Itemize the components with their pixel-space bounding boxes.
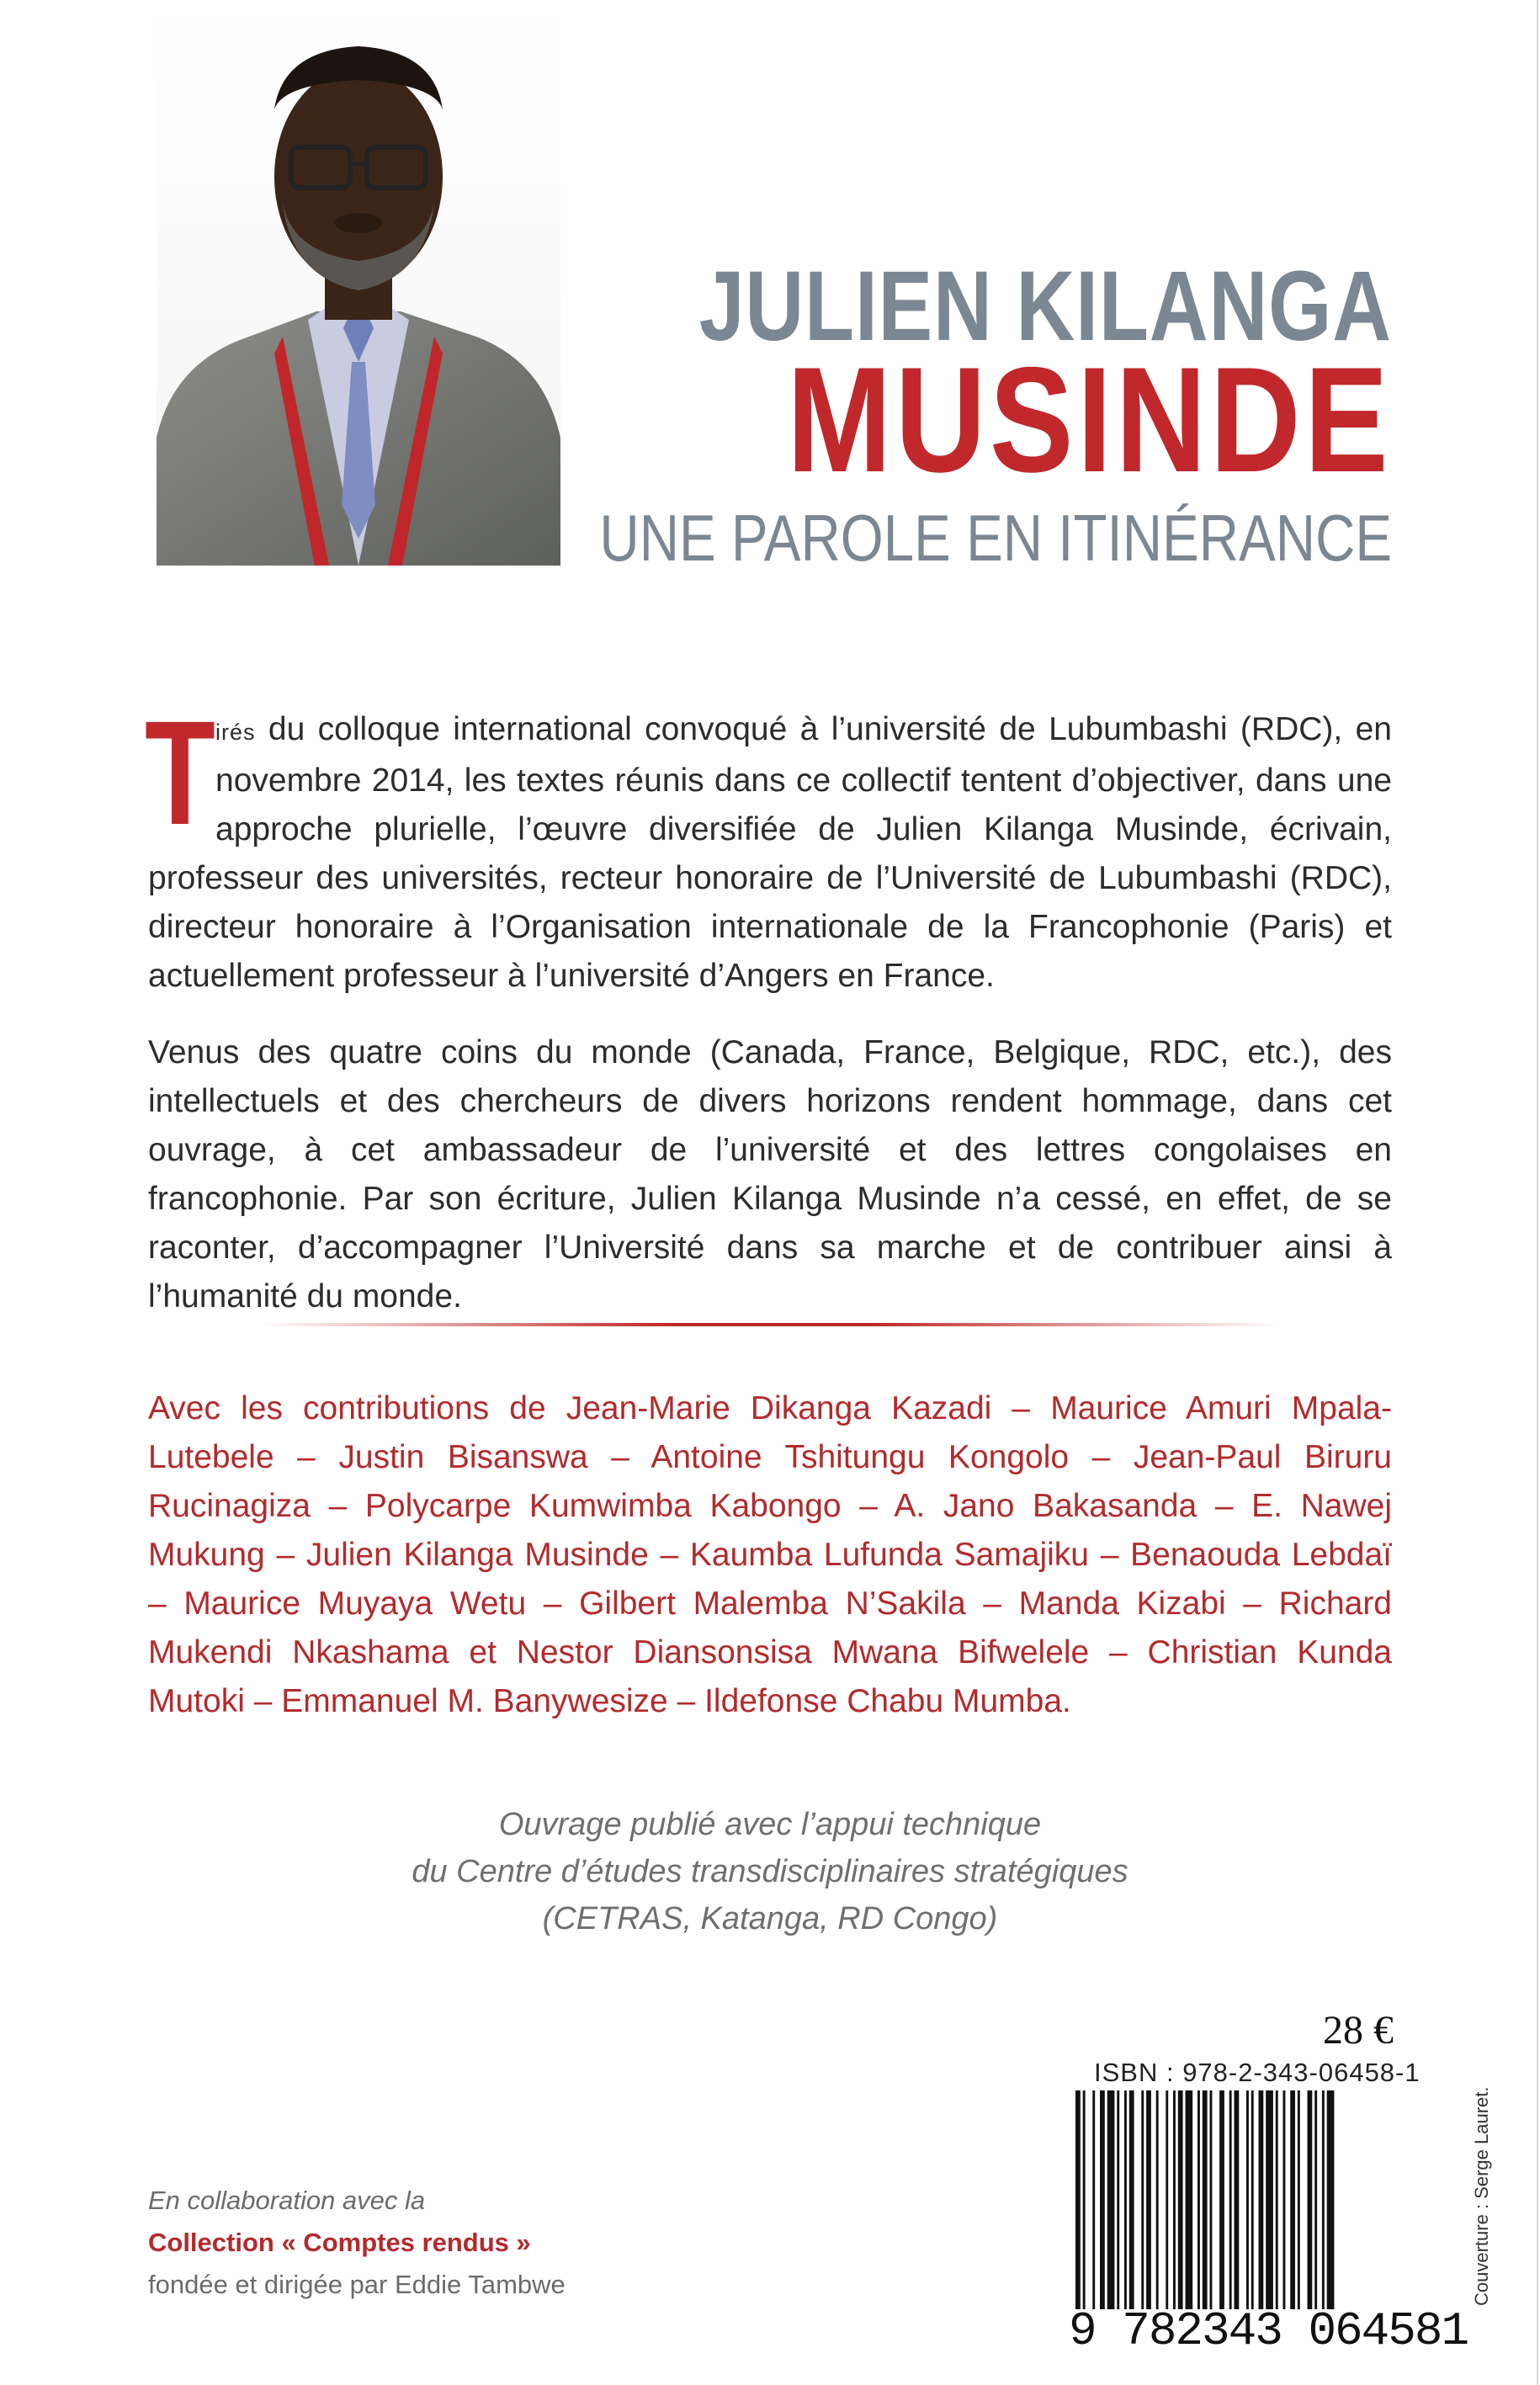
barcode-bar [1251, 2090, 1254, 2309]
book-subtitle: UNE PAROLE EN ITINÉRANCE [599, 501, 1392, 575]
barcode-bar [1327, 2090, 1335, 2309]
collaboration-block [148, 2180, 566, 2306]
barcode-bar [1308, 2090, 1313, 2309]
contributors-list: Avec les contributions de Jean-Marie Dikanga Kazadi – Maurice Amuri Mpala-Lutebele – Justin Bisanswa – Antoine Tshitungu Kongolo – Jean-Paul Biruru Rucinagiza – Polycarpe Kumwimba Kabongo – A. Jano Bakasanda – E. Nawej Mukung – Julien Kilanga Musinde – Kaumba Lufunda Samajiku – Benaouda Lebdaï – Maurice Muyaya Wetu – Gilbert Malemba N’Sakila – Manda Kizabi – Richard Mukendi Nkashama et Nestor Diansonsisa Mwana Bifwelele – Christian Kunda Mutoki – Emmanuel M. Banywesize – Ildefonse Chabu Mumba. [148, 1390, 1392, 1719]
small-caps-lead: irés [215, 720, 256, 745]
note-line-1: Ouvrage publié avec l’appui technique [498, 1807, 1042, 1842]
author-first-name: JULIEN KILANGA [698, 251, 1392, 362]
barcode-bar [1107, 2090, 1115, 2309]
barcode-bar [1259, 2090, 1264, 2309]
barcode-bar [1203, 2090, 1208, 2309]
barcode-bar [1117, 2090, 1119, 2309]
barcode-bar [1197, 2090, 1200, 2309]
summary-paragraph-2: Venus des quatre coins du monde (Canada, France, Belgique, RDC, etc.), des intellectuels et des chercheurs de divers horizons rendent hommage, dans cet ouvrage, à cet ambassadeur de l’université et des lettres congolaises en francophonie. Par son écriture, Julien Kilanga Musinde n’a cessé, en effet, de se raconter, d’accompagner l’Université dans sa marche et de contribuer ainsi à l’humanité du monde. [148, 1034, 1392, 1315]
drop-cap: T [145, 691, 215, 856]
barcode-bar [1100, 2090, 1105, 2309]
isbn-label: ISBN : 978-2-343-06458-1 [1094, 2058, 1421, 2087]
cover-credit: Couverture : Serge Lauret. [1471, 2086, 1492, 2306]
barcode-bar [1322, 2090, 1325, 2309]
barcode-bar [1129, 2090, 1134, 2309]
barcode-bar [1290, 2090, 1295, 2309]
collection-name: Collection « Comptes rendus » [148, 2228, 531, 2257]
barcode-bar [1298, 2090, 1300, 2309]
author-portrait [157, 0, 560, 566]
barcode-digits: 9 782343 064581 [1069, 2304, 1468, 2358]
section-divider [261, 1323, 1279, 1326]
summary-paragraph-1 [145, 691, 1392, 1001]
barcode-bar [1219, 2090, 1224, 2309]
barcode-bar [1266, 2090, 1273, 2309]
barcode-bar [1283, 2090, 1286, 2309]
barcode-bar [1124, 2090, 1127, 2309]
barcode-bar [1146, 2090, 1151, 2309]
barcode-bar [1210, 2090, 1213, 2309]
paragraph-1-text: du colloque international convoqué à l’université de Lubumbashi (RDC), en novembre 2014, les textes réunis dans ce collectif tentent d’objectiver, dans une approche plurielle, l’œuvre diversifiée de Julien Kilanga Musinde, écrivain, professeur des universités, recteur honoraire de l’Université de Lubumbashi (RDC), directeur honoraire à l’Organisation internationale de la Francophonie (Paris) et actuellement professeur à l’université d’Angers en France. [148, 711, 1392, 994]
barcode-bar [1156, 2090, 1159, 2309]
barcode-bar [1178, 2090, 1183, 2309]
note-line-2: du Centre d’études transdisciplinaires stratégiques [412, 1854, 1128, 1889]
collaboration-line-3: fondée et dirigée par Eddie Tambwe [148, 2270, 566, 2299]
barcode-bar [1141, 2090, 1144, 2309]
barcode-bar [1314, 2090, 1317, 2309]
collaboration-line-1: En collaboration avec la [148, 2186, 426, 2215]
barcode-bar [1083, 2090, 1086, 2309]
author-last-name: MUSINDE [787, 336, 1392, 503]
note-line-3: (CETRAS, Katanga, RD Congo) [542, 1901, 998, 1936]
price-label: 28 € [1323, 2008, 1394, 2053]
barcode-bar [1186, 2090, 1193, 2309]
barcode-icon [1075, 2090, 1402, 2309]
barcode-bar [1235, 2090, 1240, 2309]
barcode-bar [1276, 2090, 1278, 2309]
publication-note [148, 1801, 1392, 1942]
barcode-bar [1246, 2090, 1249, 2309]
barcode-bar [1075, 2090, 1081, 2309]
barcode-bar [1092, 2090, 1095, 2309]
page-right-edge-line [1537, 0, 1538, 2385]
barcode-bar [1173, 2090, 1176, 2309]
barcode-bar [1166, 2090, 1168, 2309]
author-portrait-icon [157, 0, 560, 566]
barcode-bar [1229, 2090, 1232, 2309]
